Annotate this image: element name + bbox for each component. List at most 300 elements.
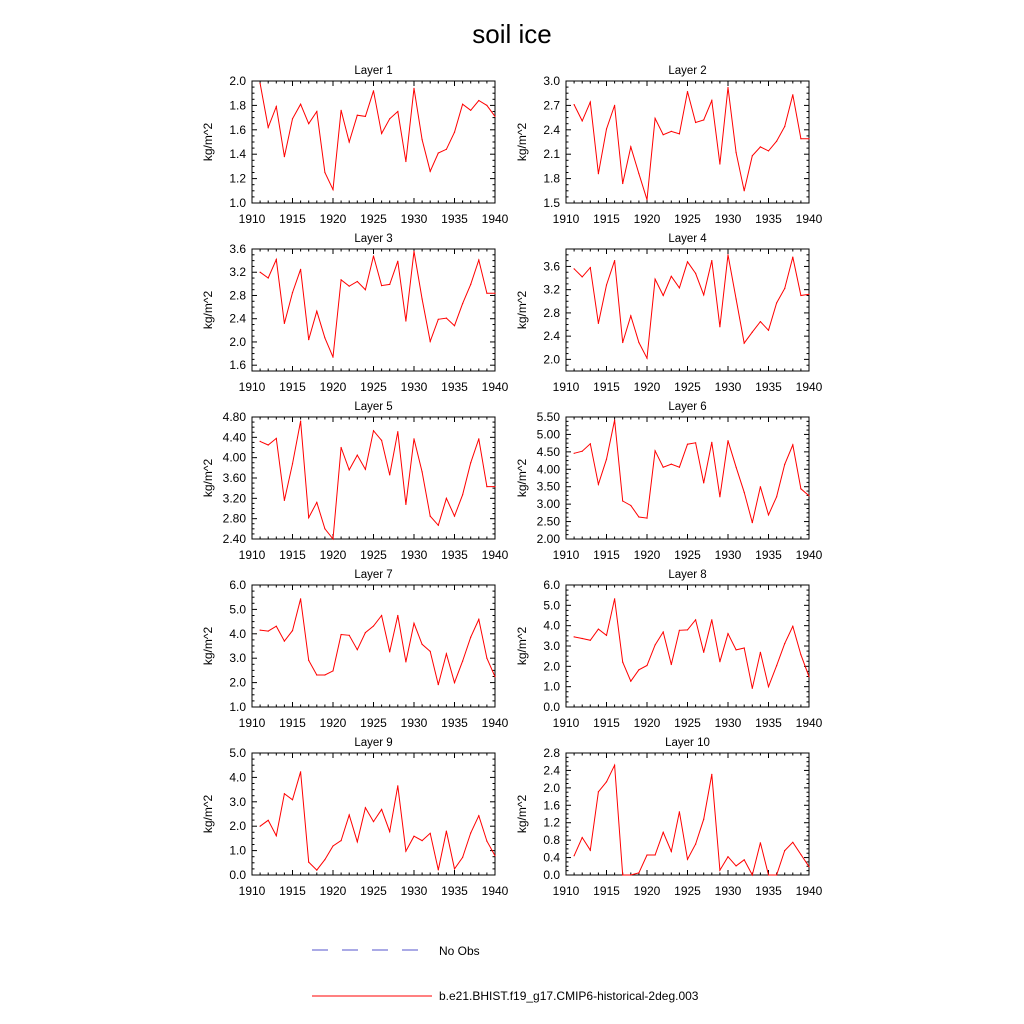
data-point (276, 835, 277, 836)
data-point (695, 442, 696, 443)
data-point (478, 619, 479, 620)
y-tick-label: 2.8 (229, 288, 246, 303)
data-point (808, 866, 809, 867)
y-tick-label: 3.6 (229, 242, 246, 256)
data-point (711, 100, 712, 101)
data-point (324, 172, 325, 173)
data-point (800, 654, 801, 655)
x-tick-label: 1915 (593, 380, 620, 394)
data-point (292, 118, 293, 119)
data-point (792, 626, 793, 627)
data-point (413, 836, 414, 837)
data-point (316, 502, 317, 503)
data-point (462, 857, 463, 858)
y-tick-label: 3.2 (229, 265, 246, 280)
data-point (606, 459, 607, 460)
data-point (349, 814, 350, 815)
data-point (454, 132, 455, 133)
data-point (260, 441, 261, 442)
data-point (655, 450, 656, 451)
data-point (679, 133, 680, 134)
y-tick-label: 3.0 (543, 639, 560, 653)
data-point (727, 440, 728, 441)
data-point (784, 288, 785, 289)
data-point (373, 255, 374, 256)
data-point (446, 831, 447, 832)
y-tick-label: 4.00 (222, 450, 246, 465)
data-point (357, 649, 358, 650)
y-tick-label: 1.0 (229, 700, 246, 714)
x-tick-label: 1915 (279, 884, 306, 898)
data-point (663, 467, 664, 468)
panel-layer-6 (515, 401, 823, 562)
data-point (438, 684, 439, 685)
data-point (590, 640, 591, 641)
x-tick-label: 1930 (400, 380, 428, 394)
panel-title: Layer 3 (354, 233, 393, 245)
data-point (494, 293, 495, 294)
panel-title: Layer 9 (354, 737, 393, 749)
panel-title: Layer 5 (354, 401, 393, 413)
x-tick-label: 1935 (441, 380, 468, 394)
data-point (711, 442, 712, 443)
y-tick-label: 1.4 (229, 147, 246, 162)
data-point (582, 120, 583, 121)
x-tick-label: 1930 (714, 884, 742, 898)
x-tick-label: 1930 (714, 212, 742, 226)
data-point (671, 664, 672, 665)
x-tick-label: 1935 (441, 548, 468, 562)
x-tick-label: 1910 (552, 212, 580, 226)
plot-frame (252, 585, 495, 707)
x-tick-label: 1930 (714, 716, 742, 730)
data-point (397, 111, 398, 112)
data-point (365, 116, 366, 117)
data-point (760, 321, 761, 322)
panel-layer-3 (201, 233, 509, 394)
y-tick-label: 3.6 (543, 259, 560, 274)
y-tick-label: 1.6 (229, 122, 246, 137)
plot-frame (566, 81, 809, 203)
panel-layer-1 (201, 65, 509, 226)
y-tick-label: 5.0 (543, 598, 560, 613)
data-point (260, 272, 261, 273)
data-point (373, 821, 374, 822)
data-point (373, 625, 374, 626)
data-point (582, 451, 583, 452)
panel-layer-4 (515, 233, 823, 394)
y-tick-label: 0.8 (543, 833, 560, 848)
x-tick-label: 1930 (714, 380, 742, 394)
data-point (462, 104, 463, 105)
data-point (574, 268, 575, 269)
data-point (719, 163, 720, 164)
x-tick-label: 1915 (279, 380, 306, 394)
data-point (381, 615, 382, 616)
data-point (808, 676, 809, 677)
data-point (430, 516, 431, 517)
data-point (486, 841, 487, 842)
series-line (260, 251, 495, 357)
data-point (332, 538, 333, 539)
data-point (800, 295, 801, 296)
data-point (357, 455, 358, 456)
data-point (332, 670, 333, 671)
y-tick-label: 4.0 (543, 618, 560, 633)
data-point (687, 444, 688, 445)
y-tick-label: 1.8 (229, 98, 246, 113)
data-point (454, 516, 455, 517)
x-tick-label: 1925 (674, 212, 701, 226)
data-point (719, 496, 720, 497)
legend-model-label: b.e21.BHIST.f19_g17.CMIP6-historical-2deg.003 (439, 989, 699, 1003)
data-point (808, 294, 809, 295)
series-line (260, 772, 495, 870)
y-tick-label: 2.4 (543, 122, 560, 137)
data-point (638, 342, 639, 343)
data-point (752, 522, 753, 523)
y-tick-label: 3.60 (222, 471, 246, 485)
y-tick-label: 6.0 (543, 578, 560, 592)
x-tick-label: 1915 (279, 548, 306, 562)
x-tick-label: 1925 (674, 884, 701, 898)
data-point (332, 845, 333, 846)
y-tick-label: 2.0 (543, 780, 560, 795)
panel-title: Layer 8 (668, 569, 707, 581)
data-point (679, 467, 680, 468)
y-tick-label: 4.0 (229, 626, 246, 641)
data-point (638, 872, 639, 873)
data-point (292, 292, 293, 293)
data-point (300, 104, 301, 105)
data-point (744, 859, 745, 860)
data-point (582, 837, 583, 838)
panel-title: Layer 10 (665, 737, 710, 749)
data-point (292, 799, 293, 800)
y-axis-label: kg/m^2 (201, 794, 215, 834)
data-point (284, 793, 285, 794)
x-tick-label: 1920 (319, 212, 347, 226)
plot-frame (566, 585, 809, 707)
data-point (598, 629, 599, 630)
x-tick-label: 1915 (593, 716, 620, 730)
panel-title: Layer 2 (668, 65, 707, 77)
x-tick-label: 1920 (633, 716, 661, 730)
plot-frame (252, 249, 495, 371)
data-point (792, 444, 793, 445)
data-point (622, 500, 623, 501)
data-point (413, 251, 414, 252)
data-point (389, 651, 390, 652)
y-tick-label: 3.0 (229, 794, 246, 809)
data-point (711, 774, 712, 775)
data-point (308, 339, 309, 340)
x-tick-label: 1925 (360, 380, 387, 394)
data-point (454, 868, 455, 869)
x-tick-label: 1910 (238, 548, 266, 562)
legend-obs-label: No Obs (439, 944, 480, 958)
panel-layer-7 (201, 569, 509, 730)
x-tick-label: 1935 (441, 884, 468, 898)
data-point (776, 496, 777, 497)
data-point (316, 674, 317, 675)
data-point (397, 261, 398, 262)
data-point (703, 119, 704, 120)
data-point (695, 844, 696, 845)
y-axis-label: kg/m^2 (201, 626, 215, 666)
y-tick-label: 1.0 (229, 843, 246, 858)
x-tick-label: 1930 (400, 548, 428, 562)
data-point (422, 840, 423, 841)
x-tick-label: 1910 (238, 884, 266, 898)
data-point (397, 615, 398, 616)
data-point (470, 110, 471, 111)
data-point (760, 146, 761, 147)
panel-title: Layer 4 (668, 233, 707, 245)
data-point (598, 323, 599, 324)
panel-title: Layer 1 (354, 65, 393, 77)
data-point (590, 102, 591, 103)
data-point (486, 105, 487, 106)
x-tick-label: 1930 (400, 716, 428, 730)
data-point (606, 781, 607, 782)
x-tick-label: 1915 (279, 716, 306, 730)
data-point (703, 819, 704, 820)
y-tick-label: 3.2 (543, 282, 560, 297)
data-point (590, 267, 591, 268)
data-point (736, 298, 737, 299)
x-tick-label: 1940 (481, 380, 509, 394)
data-point (422, 139, 423, 140)
data-point (381, 809, 382, 810)
x-tick-label: 1920 (633, 212, 661, 226)
data-point (357, 281, 358, 282)
y-tick-label: 2.8 (543, 746, 560, 760)
data-point (389, 831, 390, 832)
data-point (341, 279, 342, 280)
data-point (768, 686, 769, 687)
data-point (776, 141, 777, 142)
data-point (606, 128, 607, 129)
data-point (646, 665, 647, 666)
y-tick-label: 4.00 (536, 462, 560, 477)
y-tick-label: 2.4 (543, 763, 560, 778)
y-tick-label: 3.0 (229, 651, 246, 666)
data-point (582, 638, 583, 639)
series-line (574, 599, 809, 689)
panel-title: Layer 6 (668, 401, 707, 413)
data-point (276, 626, 277, 627)
data-point (316, 111, 317, 112)
x-tick-label: 1910 (552, 380, 580, 394)
data-point (430, 833, 431, 834)
data-point (389, 284, 390, 285)
y-axis-label: kg/m^2 (201, 290, 215, 330)
data-point (422, 644, 423, 645)
data-point (574, 636, 575, 637)
data-point (663, 631, 664, 632)
plot-frame (252, 753, 495, 875)
x-tick-label: 1920 (633, 884, 661, 898)
data-point (736, 865, 737, 866)
y-tick-label: 4.80 (222, 410, 246, 424)
y-axis-label: kg/m^2 (515, 290, 529, 330)
data-point (300, 269, 301, 270)
x-tick-label: 1935 (755, 548, 782, 562)
plot-frame (252, 81, 495, 203)
y-tick-label: 1.6 (229, 358, 246, 373)
plot-frame (566, 249, 809, 371)
y-tick-label: 5.0 (229, 746, 246, 760)
data-point (438, 319, 439, 320)
data-point (308, 660, 309, 661)
x-tick-label: 1935 (441, 212, 468, 226)
data-point (308, 862, 309, 863)
data-point (324, 674, 325, 675)
data-point (744, 190, 745, 191)
data-point (478, 100, 479, 101)
x-tick-label: 1925 (360, 548, 387, 562)
data-point (430, 651, 431, 652)
data-point (341, 840, 342, 841)
data-point (413, 623, 414, 624)
data-point (284, 323, 285, 324)
data-point (590, 850, 591, 851)
data-point (389, 118, 390, 119)
data-point (300, 421, 301, 422)
data-point (308, 517, 309, 518)
x-tick-label: 1940 (795, 884, 823, 898)
y-axis-label: kg/m^2 (515, 458, 529, 498)
data-point (446, 149, 447, 150)
x-tick-label: 1925 (360, 212, 387, 226)
data-point (630, 315, 631, 316)
data-point (357, 115, 358, 116)
x-tick-label: 1925 (674, 380, 701, 394)
data-point (405, 320, 406, 321)
y-tick-label: 6.0 (229, 578, 246, 592)
data-point (341, 634, 342, 635)
y-axis-label: kg/m^2 (201, 458, 215, 498)
data-point (470, 284, 471, 285)
data-point (784, 850, 785, 851)
data-point (405, 661, 406, 662)
y-tick-label: 4.0 (229, 770, 246, 785)
data-point (260, 826, 261, 827)
data-point (413, 438, 414, 439)
data-point (614, 598, 615, 599)
x-tick-label: 1915 (593, 212, 620, 226)
data-point (606, 635, 607, 636)
data-point (768, 514, 769, 515)
series-line (260, 599, 495, 685)
y-tick-label: 0.0 (229, 868, 246, 882)
data-point (687, 91, 688, 92)
data-point (776, 874, 777, 875)
data-point (324, 528, 325, 529)
data-point (760, 486, 761, 487)
y-tick-label: 4.50 (536, 444, 560, 459)
y-tick-label: 0.0 (543, 700, 560, 714)
data-point (671, 131, 672, 132)
data-point (760, 652, 761, 653)
data-point (365, 807, 366, 808)
data-point (727, 87, 728, 88)
data-point (792, 257, 793, 258)
data-point (638, 173, 639, 174)
data-point (638, 516, 639, 517)
x-tick-label: 1930 (714, 548, 742, 562)
y-tick-label: 0.0 (543, 868, 560, 882)
x-tick-label: 1925 (674, 548, 701, 562)
data-point (703, 652, 704, 653)
data-point (478, 259, 479, 260)
data-point (438, 525, 439, 526)
y-tick-label: 1.0 (229, 196, 246, 210)
data-point (324, 337, 325, 338)
x-tick-label: 1940 (795, 212, 823, 226)
data-point (671, 276, 672, 277)
data-point (671, 464, 672, 465)
data-point (736, 152, 737, 153)
data-point (638, 669, 639, 670)
plot-frame (252, 417, 495, 539)
data-point (365, 469, 366, 470)
data-point (462, 303, 463, 304)
data-point (711, 619, 712, 620)
data-point (268, 631, 269, 632)
data-point (687, 261, 688, 262)
x-tick-label: 1910 (238, 380, 266, 394)
y-tick-label: 5.0 (229, 602, 246, 617)
y-tick-label: 2.40 (222, 532, 246, 546)
data-point (703, 294, 704, 295)
y-tick-label: 2.0 (543, 659, 560, 674)
data-point (663, 832, 664, 833)
y-tick-label: 5.00 (536, 427, 560, 442)
data-point (574, 855, 575, 856)
data-point (357, 841, 358, 842)
panel-layer-9 (201, 737, 509, 898)
y-axis-label: kg/m^2 (201, 122, 215, 162)
data-point (454, 682, 455, 683)
data-point (462, 661, 463, 662)
x-tick-label: 1920 (319, 380, 347, 394)
data-point (744, 647, 745, 648)
data-point (776, 665, 777, 666)
data-point (446, 318, 447, 319)
data-point (752, 155, 753, 156)
data-point (655, 854, 656, 855)
data-point (381, 133, 382, 134)
data-point (711, 260, 712, 261)
data-point (776, 302, 777, 303)
data-point (349, 635, 350, 636)
data-point (784, 643, 785, 644)
data-point (462, 494, 463, 495)
data-point (486, 486, 487, 487)
data-point (381, 285, 382, 286)
data-point (598, 484, 599, 485)
data-point (276, 438, 277, 439)
data-point (316, 311, 317, 312)
y-tick-label: 2.1 (543, 147, 560, 162)
data-point (727, 856, 728, 857)
data-point (695, 619, 696, 620)
data-point (381, 440, 382, 441)
data-point (695, 122, 696, 123)
data-point (736, 467, 737, 468)
